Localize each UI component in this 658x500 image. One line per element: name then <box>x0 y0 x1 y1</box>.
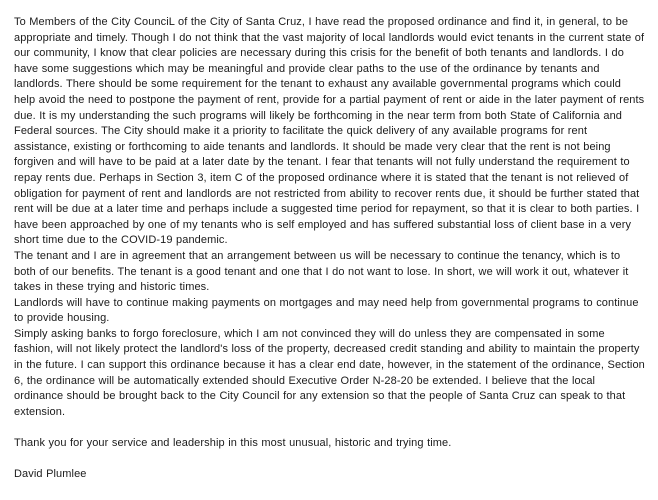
letter-body-paragraph-2: The tenant and I are in agreement that an arrangement between us will be necessary to continue the tenancy, which is to both of our benefits. The tenant is a good tenant and one that I do not want to lose. In short, we will work it out, whatever it takes in these trying and historic times. <box>14 249 629 294</box>
letter-body-paragraph-1: To Members of the City CounciL of the City of Santa Cruz, I have read the proposed ordinance and find it, in general, to be appropriate and timely. Though I do not think that the vast majority of local landlords would evict tenants in the current state of our community, I know that clear policies are necessary during this crisis for the benefit of both tenants and landlords. I do have some suggestions which may be meaningful and provide clear paths to the use of the ordinance by tenants and landlords. There should be some requirement for the tenant to exhaust any available governmental programs which could help avoid the need to postpone the payment of rent, provide for a partial payment of rent or aide in the later payment of rents due. It is my understanding the such programs will likely be forthcoming in the near term from both State of California and Federal sources. The City should make it a priority to facilitate the quick delivery of any available programs for rent assistance, existing or forthcoming to aide tenants and landlords. It should be made very clear that the rent is not being forgiven and will have to be paid at a later date by the tenant. I fear that tenants will not fully understand the requirement to repay rents due. Perhaps in Section 3, item C of the proposed ordinance where it is stated that the tenant is not relieved of obligation for payment of rent and landlords are not restricted from ability to recover rents due, it should be further stated that rent will be due at a later time and perhaps include a suggested time period for repayment, so that it is clear to both parties. I have been approached by one of my tenants who is self employed and has suffered substantial loss of client base in a very short time due to the COVID-19 pandemic. <box>14 16 645 247</box>
letter-body-paragraph-3: Landlords will have to continue making payments on mortgages and may need help from governmental programs to continue to provide housing. <box>14 296 639 325</box>
letter-closing: Thank you for your service and leadership in this most unusual, historic and trying time. <box>14 437 452 450</box>
letter-signature: David Plumlee <box>14 468 87 481</box>
letter-body-paragraph-4: Simply asking banks to forgo foreclosure, which I am not convinced they will do unless they are compensated in some fashion, will not likely protect the landlord's loss of the property, decreased credit standing and ability to maintain the property in the future. I can support this ordinance because it has a clear end date, however, in the statement of the ordinance, Section 6, the ordinance will be automatically extended should Executive Order N-28-20 be extended. I believe that the local ordinance should be brought back to the City Council for any extension so that the people of Santa Cruz can speak to that extension. <box>14 327 645 418</box>
